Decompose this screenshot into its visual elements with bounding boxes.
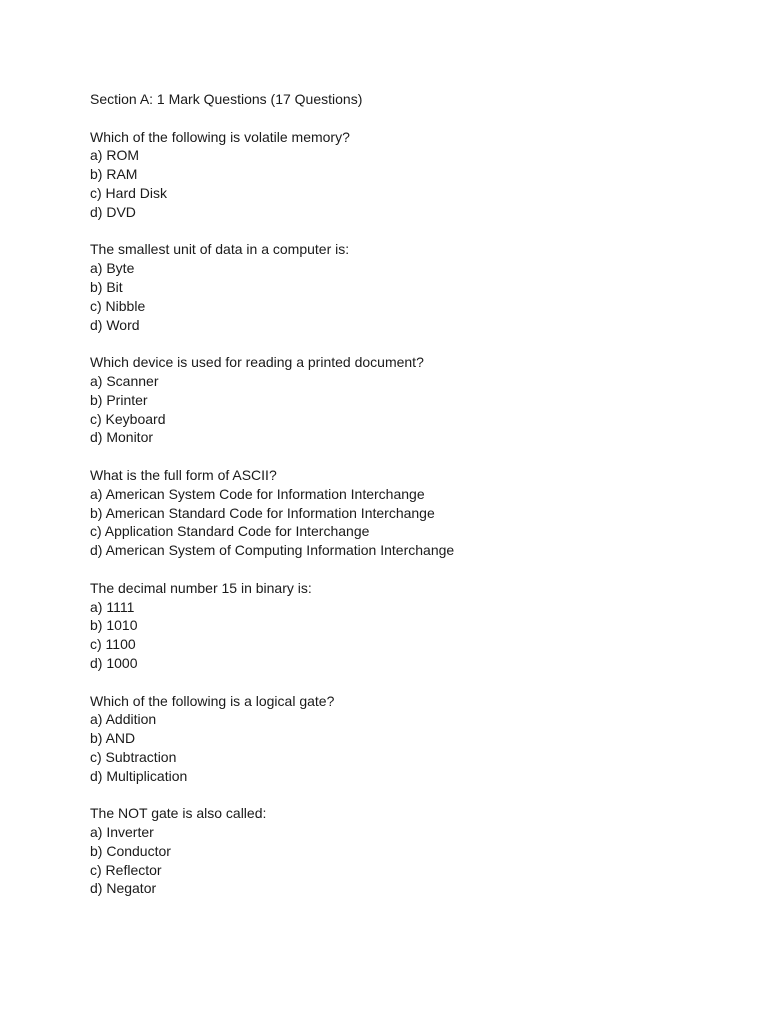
option-d: d) Word [90, 316, 140, 333]
option-d: d) Negator [90, 880, 157, 897]
question-5 [90, 579, 730, 673]
question-text: Which of the following is a logical gate? [90, 692, 335, 709]
option-b: b) American Standard Code for Information Interchange [90, 504, 435, 521]
option-b: b) Printer [90, 391, 148, 408]
question-4 [90, 466, 730, 560]
question-text: The NOT gate is also called: [90, 805, 267, 822]
option-b: b) AND [90, 730, 136, 747]
option-d: d) Monitor [90, 429, 154, 446]
question-text: The smallest unit of data in a computer is: [90, 241, 350, 258]
question-text: Which of the following is volatile memory? [90, 128, 350, 145]
option-c: c) 1100 [90, 636, 136, 653]
option-a: a) Addition [90, 711, 157, 728]
question-1 [90, 128, 730, 222]
option-b: b) 1010 [90, 617, 138, 634]
option-a: a) Scanner [90, 372, 159, 389]
question-text: The decimal number 15 in binary is: [90, 579, 312, 596]
option-c: c) Nibble [90, 297, 146, 314]
option-a: a) ROM [90, 147, 139, 164]
option-d: d) Multiplication [90, 767, 188, 784]
option-a: a) Inverter [90, 824, 154, 841]
question-7 [90, 804, 730, 898]
option-b: b) Conductor [90, 842, 171, 859]
option-a: a) Byte [90, 260, 135, 277]
question-3 [90, 353, 730, 447]
question-text: Which device is used for reading a printed document? [90, 354, 424, 371]
section-title: Section A: 1 Mark Questions (17 Questions) [90, 91, 363, 107]
option-a: a) 1111 [90, 598, 135, 615]
option-c: c) Subtraction [90, 748, 177, 765]
option-d: d) DVD [90, 203, 136, 220]
question-2 [90, 240, 730, 334]
option-c: c) Hard Disk [90, 184, 168, 201]
document-page [90, 90, 730, 917]
question-text: What is the full form of ASCII? [90, 466, 277, 483]
option-c: c) Reflector [90, 861, 162, 878]
option-c: c) Application Standard Code for Interchange [90, 523, 370, 540]
option-c: c) Keyboard [90, 410, 166, 427]
option-b: b) Bit [90, 278, 123, 295]
option-d: d) 1000 [90, 654, 138, 671]
option-b: b) RAM [90, 166, 138, 183]
option-d: d) American System of Computing Information Interchange [90, 542, 455, 559]
option-a: a) American System Code for Information Interchange [90, 485, 425, 502]
question-6 [90, 692, 730, 786]
